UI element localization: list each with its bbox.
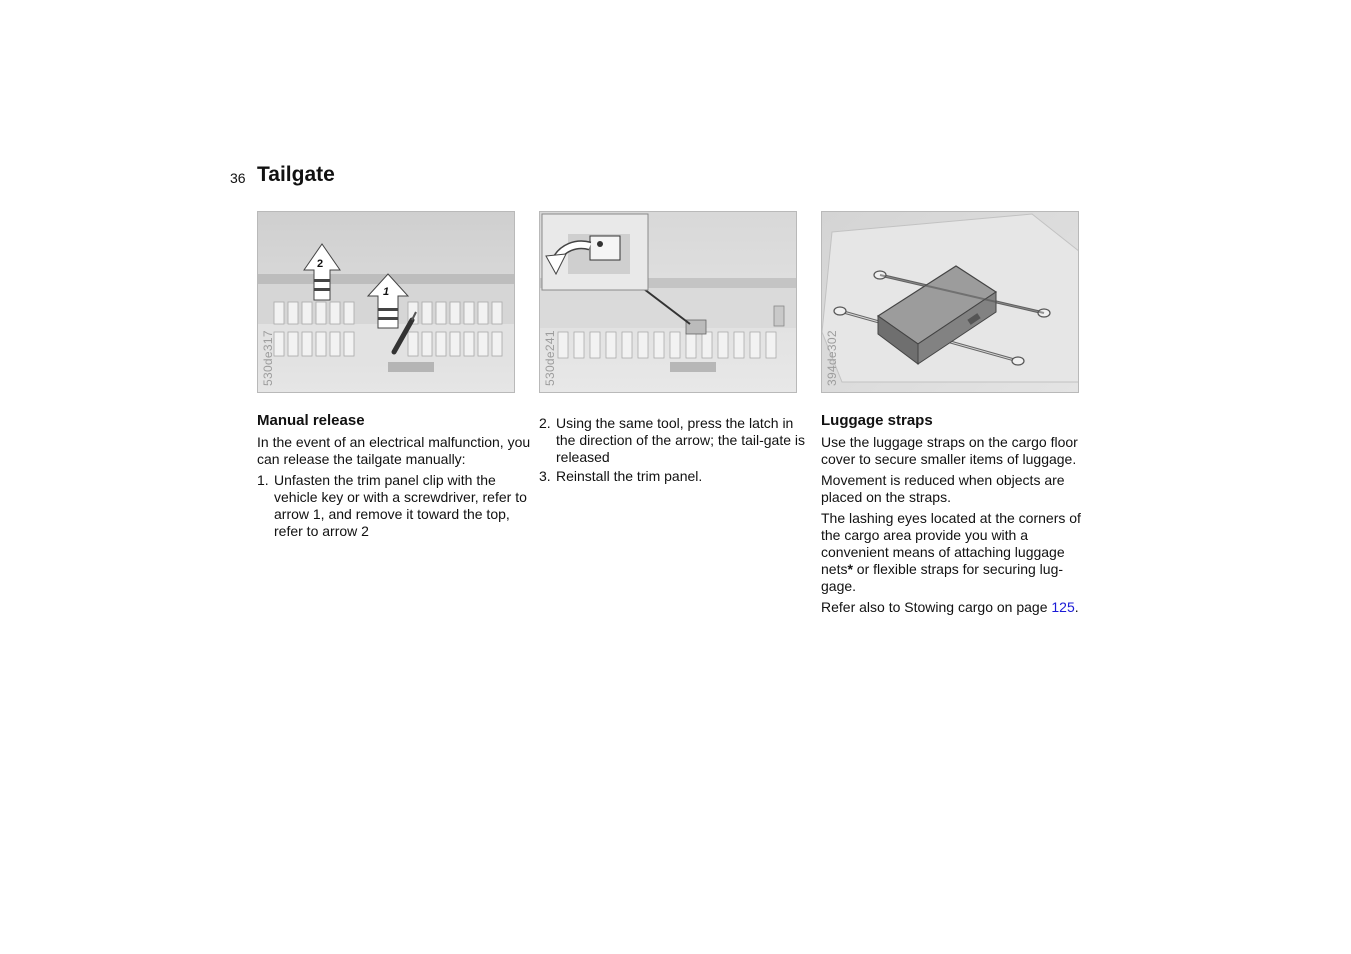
luggage-straps-illustration: [822, 212, 1079, 393]
step-number: 1.: [257, 472, 269, 488]
step-text: Using the same tool, press the latch in the direction of the arrow; the tail-gate is released: [556, 415, 806, 465]
figure-trim-panel-removal: [257, 211, 515, 393]
list-item: [539, 415, 807, 466]
list-item: [539, 468, 807, 485]
page-number: 36: [230, 170, 246, 186]
luggage-straps-p4: [821, 599, 1093, 616]
figure-code: 530de317: [261, 330, 275, 386]
p4-text: Refer also to Stowing cargo on page: [821, 599, 1052, 615]
page-reference-link[interactable]: 125: [1051, 599, 1075, 615]
luggage-straps-p3: [821, 510, 1093, 595]
figure-latch-release: [539, 211, 797, 393]
figure-luggage-straps: [821, 211, 1079, 393]
step-text: Unfasten the trim panel clip with the vehicle key or with a screwdriver, refer to arrow 1, and remove it toward the top, refer to arrow 2: [274, 472, 527, 539]
column-manual-release-cont: [539, 415, 807, 487]
luggage-straps-p1: Use the luggage straps on the cargo floor cover to secure smaller items of luggage.: [821, 434, 1078, 467]
page-title: Tailgate: [257, 163, 335, 186]
latch-illustration: [540, 212, 797, 393]
p3-text-end: or flexible straps for securing lug-gage.: [821, 561, 1064, 594]
manual-release-intro: In the event of an electrical malfunction, you can release the tailgate manually:: [257, 434, 531, 467]
manual-release-steps: [257, 472, 532, 540]
figure-code: 394de302: [825, 330, 839, 386]
figure-code: 530de241: [543, 330, 557, 386]
arrow-1-label: 1: [383, 286, 390, 298]
p3-text: The lashing eyes located at the corners of the cargo area provide you with a convenient means of attaching luggage nets: [821, 510, 1081, 577]
step-number: 2.: [539, 415, 551, 431]
column-manual-release: [257, 412, 532, 542]
optional-equipment-star: *: [847, 561, 853, 577]
p4-text-end: .: [1074, 599, 1079, 615]
luggage-straps-p2: Movement is reduced when objects are placed on the straps.: [821, 472, 1065, 505]
section-heading-luggage-straps: Luggage straps: [821, 412, 933, 429]
manual-release-steps-continued: [539, 415, 807, 485]
list-item: [257, 472, 532, 540]
trim-panel-illustration: [258, 212, 515, 393]
arrow-2-label: 2: [317, 258, 324, 270]
step-text: Reinstall the trim panel.: [556, 468, 703, 484]
column-luggage-straps: [821, 412, 1093, 620]
section-heading-manual-release: Manual release: [257, 412, 365, 429]
step-number: 3.: [539, 468, 551, 484]
